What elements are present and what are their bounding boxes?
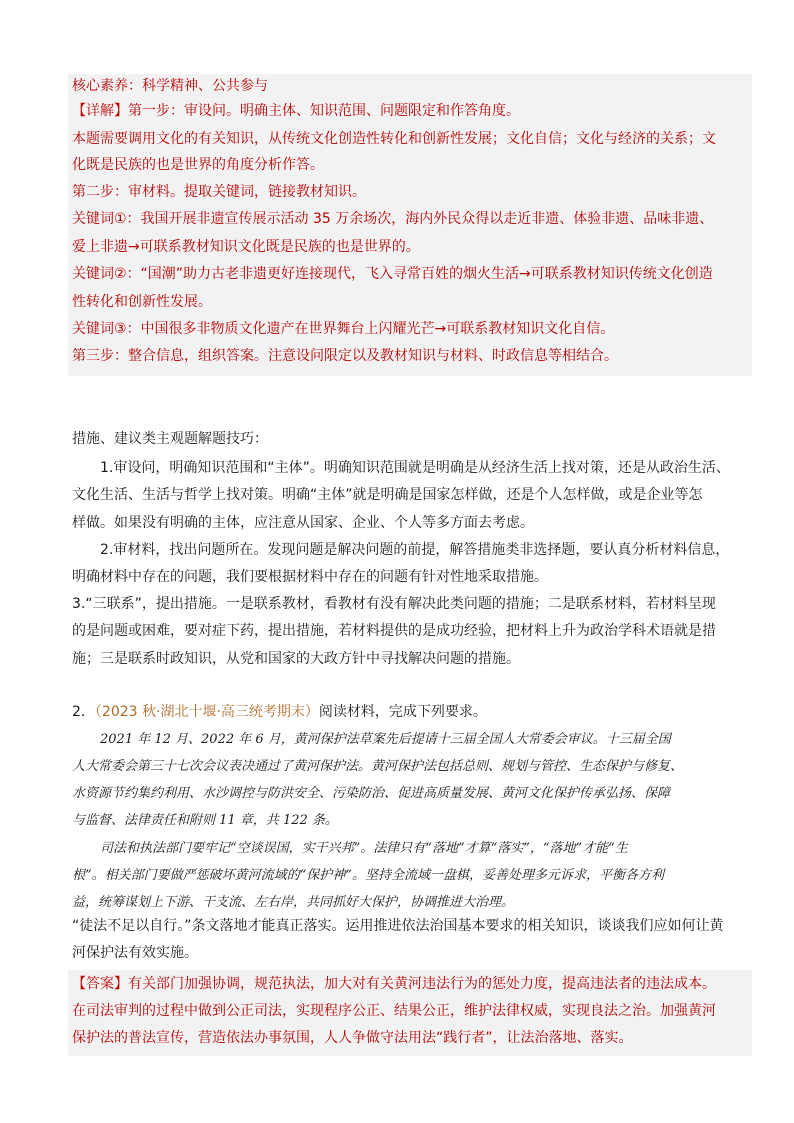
question-prompt: 阅读材料，完成下列要求。 xyxy=(318,704,487,720)
tip-3-line-1: 3.“三联系”，提出措施。一是联系教材，看教材有没有解决此类问题的措施；二是联系材料，若材料呈现 xyxy=(72,596,716,612)
detail-line xyxy=(72,102,520,120)
answer-line-2: 在司法审判的过程中做到公正司法，实现程序公正、结果公正，维护法律权威，实现良法之治。加强黄河 xyxy=(72,1003,716,1019)
detail-tag: 【详解】 xyxy=(72,103,128,119)
keyword-1-line-2: 爱上非遗→可联系教材知识文化既是民族的也是世界的。 xyxy=(72,239,420,255)
step-two: 第二步：审材料。提取关键词，链接教材知识。 xyxy=(72,184,366,200)
answer-line-3: 保护法的普法宣传，营造依法办事氛围，人人争做守法用法“践行者”，让法治落地、落实。 xyxy=(72,1030,633,1046)
question-ask-line-2: 河保护法有效实施。 xyxy=(72,945,198,961)
material-1-line-2: 人大常委会第三十七次会议表决通过了黄河保护法。黄河保护法包括总则、规划与管控、生态保护与修复、 xyxy=(72,759,684,774)
material-2-line-3: 益，统筹谋划上下游、干支流、左右岸，共同抓好大保护，协调推进大治理。 xyxy=(72,895,515,910)
answer-tag: 【答案】 xyxy=(72,976,128,992)
keyword-3: 关键词③：中国很多非物质文化遗产在世界舞台上闪耀光芒→可联系教材知识文化自信。 xyxy=(72,321,615,337)
core-literacy: 核心素养：科学精神、公共参与 xyxy=(72,78,268,94)
tip-2-line-2: 明确材料中存在的问题，我们要根据材料中存在的问题有针对性地采取措施。 xyxy=(72,569,548,585)
material-1-line-4: 与监督、法律责任和附则 11 章，共 122 条。 xyxy=(72,813,338,828)
tip-3-line-3: 施；三是联系时政知识，从党和国家的大政方针中寻找解决问题的措施。 xyxy=(72,651,520,667)
question-source: （2023 秋·湖北十堰·高三统考期末） xyxy=(94,704,319,720)
keyword-2-line-2: 性转化和创新性发展。 xyxy=(72,294,212,310)
tip-1-line-3: 样做。如果没有明确的主体，应注意从国家、企业、个人等多方面去考虑。 xyxy=(72,515,534,531)
scope-line-2: 化既是民族的也是世界的角度分析作答。 xyxy=(72,157,324,173)
material-2-line-1: 司法和执法部门要牢记“空谈误国，实干兴邦”。法律只有“落地”才算“落实”，“落地”才能“生 xyxy=(100,841,628,856)
step-three: 第三步：整合信息，组织答案。注意设问限定以及教材知识与材料、时政信息等相结合。 xyxy=(72,348,618,364)
answer-line-1 xyxy=(72,975,716,993)
material-1-line-1: 2021 年 12 月、2022 年 6 月，黄河保护法草案先后提请十三届全国人大常委会审议。十三届全国 xyxy=(100,732,671,747)
tip-2-line-1: 2.审材料，找出问题所在。发现问题是解决问题的前提，解答措施类非选择题，要认真分析材料信息， xyxy=(100,542,730,558)
scope-line-1: 本题需要调用文化的有关知识，从传统文化创造性转化和创新性发展；文化自信；文化与经济的关系；文 xyxy=(72,131,716,147)
tip-1-line-2: 文化生活、生活与哲学上找对策。明确“主体”就是明确是国家怎样做，还是个人怎样做，或是企业等怎 xyxy=(72,487,703,503)
material-2-line-2: 根”。相关部门要做严惩破坏黄河流域的“保护神”。坚持全流域一盘棋，妥善处理多元诉求，平衡各方利 xyxy=(72,868,664,883)
detail-text: 第一步：审设问。明确主体、知识范围、问题限定和作答角度。 xyxy=(128,103,520,119)
tips-heading: 措施、建议类主观题解题技巧： xyxy=(72,431,268,447)
question-number: 2． xyxy=(72,704,95,720)
keyword-2-line-1: 关键词②：“国潮”助力古老非遗更好连接现代，飞入寻常百姓的烟火生活→可联系教材知识传统文化创造 xyxy=(72,266,713,282)
answer-text-1: 有关部门加强协调，规范执法，加大对有关黄河违法行为的惩处力度，提高违法者的违法成本。 xyxy=(128,976,716,992)
question-ask-line-1: “徒法不足以自行。”条文落地才能真正落实。运用推进依法治国基本要求的相关知识，谈谈我们应如何让黄 xyxy=(72,918,724,934)
tip-1-line-1: 1.审设问，明确知识范围和“主体”。明确知识范围就是明确是从经济生活上找对策，还是从政治生活、 xyxy=(100,460,730,476)
keyword-1-line-1: 关键词①：我国开展非遗宣传展示活动 35 万余场次，海内外民众得以走近非遗、体验非遗、品味非遗、 xyxy=(72,211,714,227)
question-header xyxy=(72,703,487,721)
tip-3-line-2: 的是问题或困难，要对症下药，提出措施，若材料提供的是成功经验，把材料上升为政治学科术语就是措 xyxy=(72,623,716,639)
material-1-line-3: 水资源节约集约利用、水沙调控与防洪安全、污染防治、促进高质量发展、黄河文化保护传承弘扬、保障 xyxy=(72,786,671,801)
